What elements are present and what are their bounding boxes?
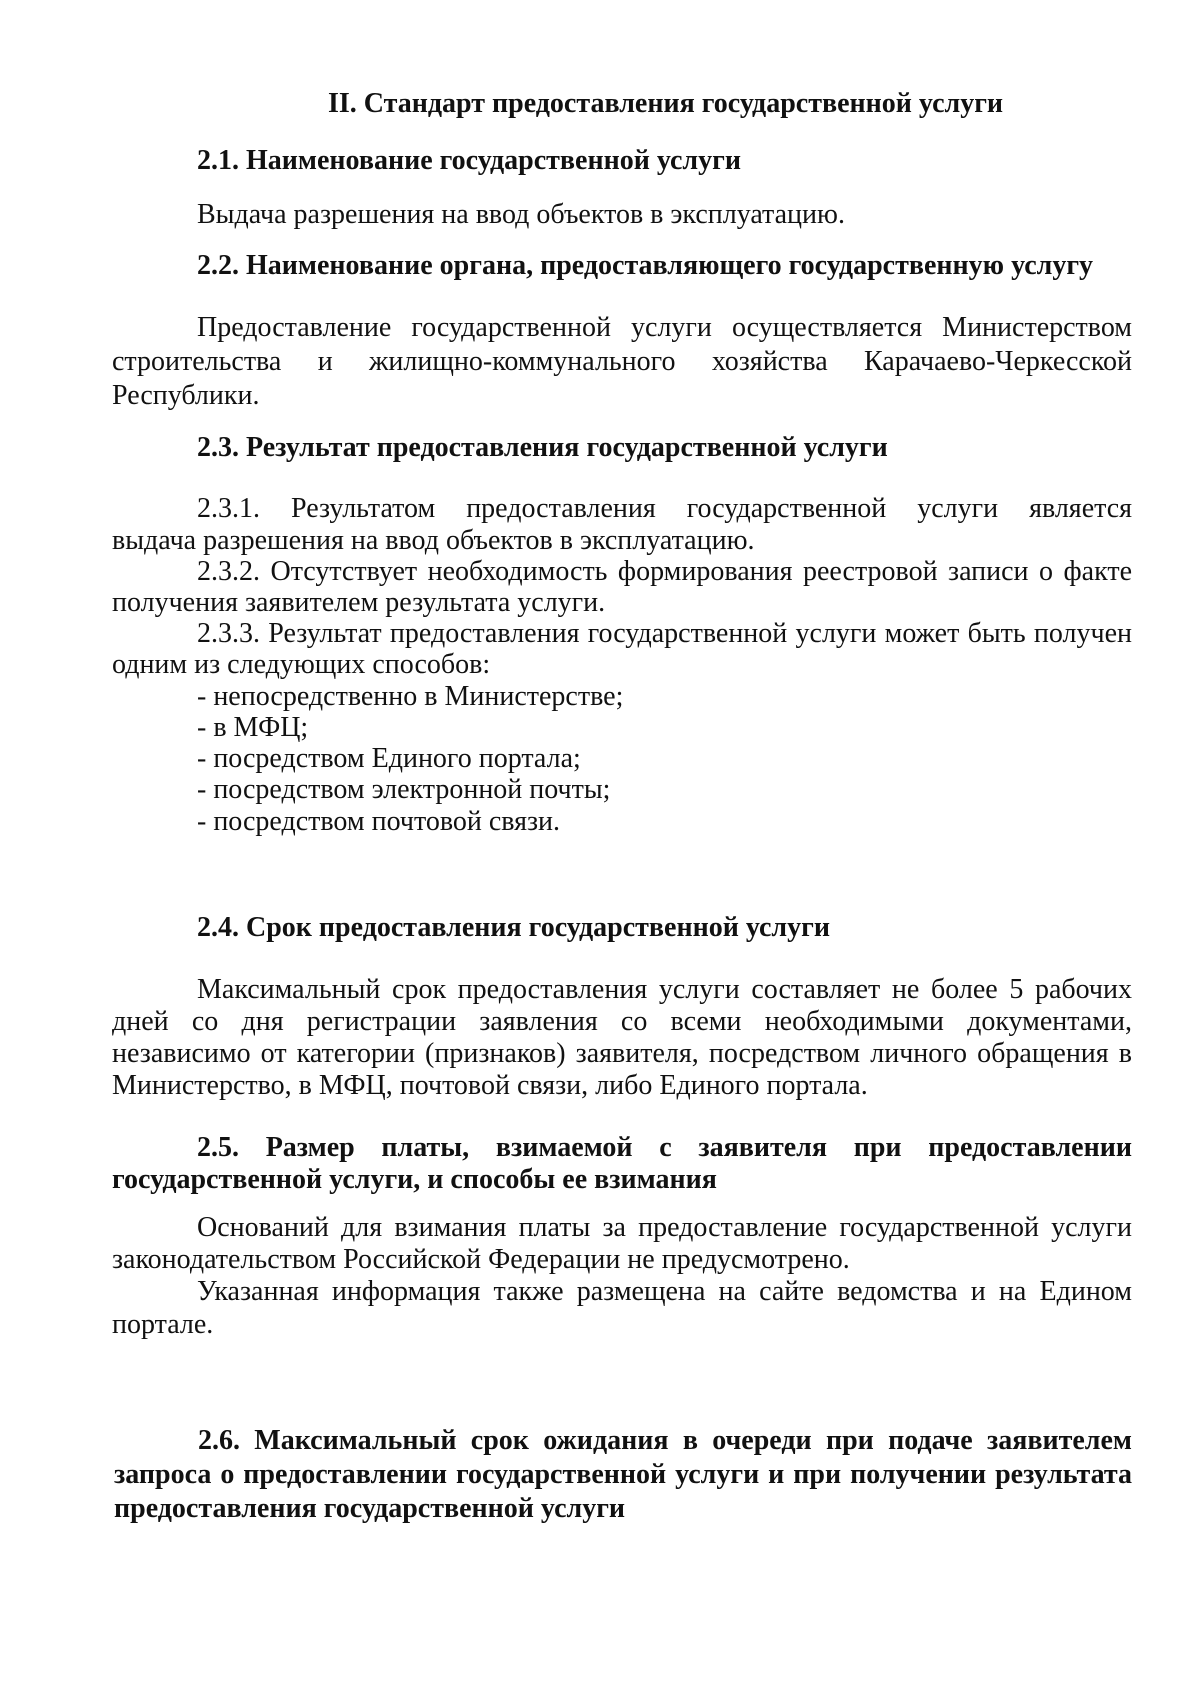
paragraph-2-3-3-line: 2.3.3. Результат предоставления государственной услуги может быть получен [197,618,1132,649]
paragraph-2-3-1-line: 2.3.1. Результатом предоставления государственной услуги является [197,493,1132,524]
heading-2-6-line: 2.6. Максимальный срок ожидания в очереди при подаче заявителем [198,1425,1132,1456]
paragraph-2-4-line: дней со дня регистрации заявления со всеми необходимыми документами, [112,1006,1132,1037]
paragraph-2-4-line: Министерство, в МФЦ, почтовой связи, либо Единого портала. [112,1070,868,1101]
heading-2-6-line: предоставления государственной услуги [114,1493,626,1524]
paragraph-2-2-line: строительства и жилищно-коммунального хозяйства Карачаево-Черкесской [112,346,1132,377]
section-title: II. Стандарт предоставления государственной услуги [328,88,1004,119]
list-item: - посредством электронной почты; [197,774,611,805]
list-item: - непосредственно в Министерстве; [197,681,624,712]
list-item: - посредством почтовой связи. [197,806,561,837]
paragraph-2-4-line: независимо от категории (признаков) заявителя, посредством личного обращения в [112,1038,1132,1069]
heading-2-5-line: государственной услуги, и способы ее взимания [112,1164,717,1195]
paragraph-2-3-2-line: 2.3.2. Отсутствует необходимость формирования реестровой записи о факте [197,556,1132,587]
heading-2-1: 2.1. Наименование государственной услуги [197,145,741,176]
paragraph-2-3-2-line: получения заявителем результата услуги. [112,587,606,618]
paragraph-2-1: Выдача разрешения на ввод объектов в эксплуатацию. [197,199,845,230]
paragraph-2-2-line: Республики. [112,380,260,411]
heading-2-5-line: 2.5. Размер платы, взимаемой с заявителя при предоставлении [197,1132,1132,1163]
paragraph-2-3-1-line: выдача разрешения на ввод объектов в эксплуатацию. [112,525,755,556]
paragraph-2-5-line: Указанная информация также размещена на сайте ведомства и на Едином [197,1276,1132,1307]
heading-2-2: 2.2. Наименование органа, предоставляющего государственную услугу [197,250,1094,281]
paragraph-2-5-line: Оснований для взимания платы за предоставление государственной услуги [197,1212,1132,1243]
paragraph-2-5-line: портале. [112,1309,214,1340]
paragraph-2-3-3-line: одним из следующих способов: [112,649,491,680]
heading-2-3: 2.3. Результат предоставления государственной услуги [197,432,888,463]
paragraph-2-2-line: Предоставление государственной услуги осуществляется Министерством [197,312,1132,343]
paragraph-2-4-line: Максимальный срок предоставления услуги составляет не более 5 рабочих [197,974,1132,1005]
list-item: - в МФЦ; [197,712,309,743]
heading-2-4: 2.4. Срок предоставления государственной услуги [197,912,830,943]
list-item: - посредством Единого портала; [197,743,581,774]
paragraph-2-5-line: законодательством Российской Федерации не предусмотрено. [112,1244,850,1275]
heading-2-6-line: запроса о предоставлении государственной услуги и при получении результата [114,1459,1132,1490]
